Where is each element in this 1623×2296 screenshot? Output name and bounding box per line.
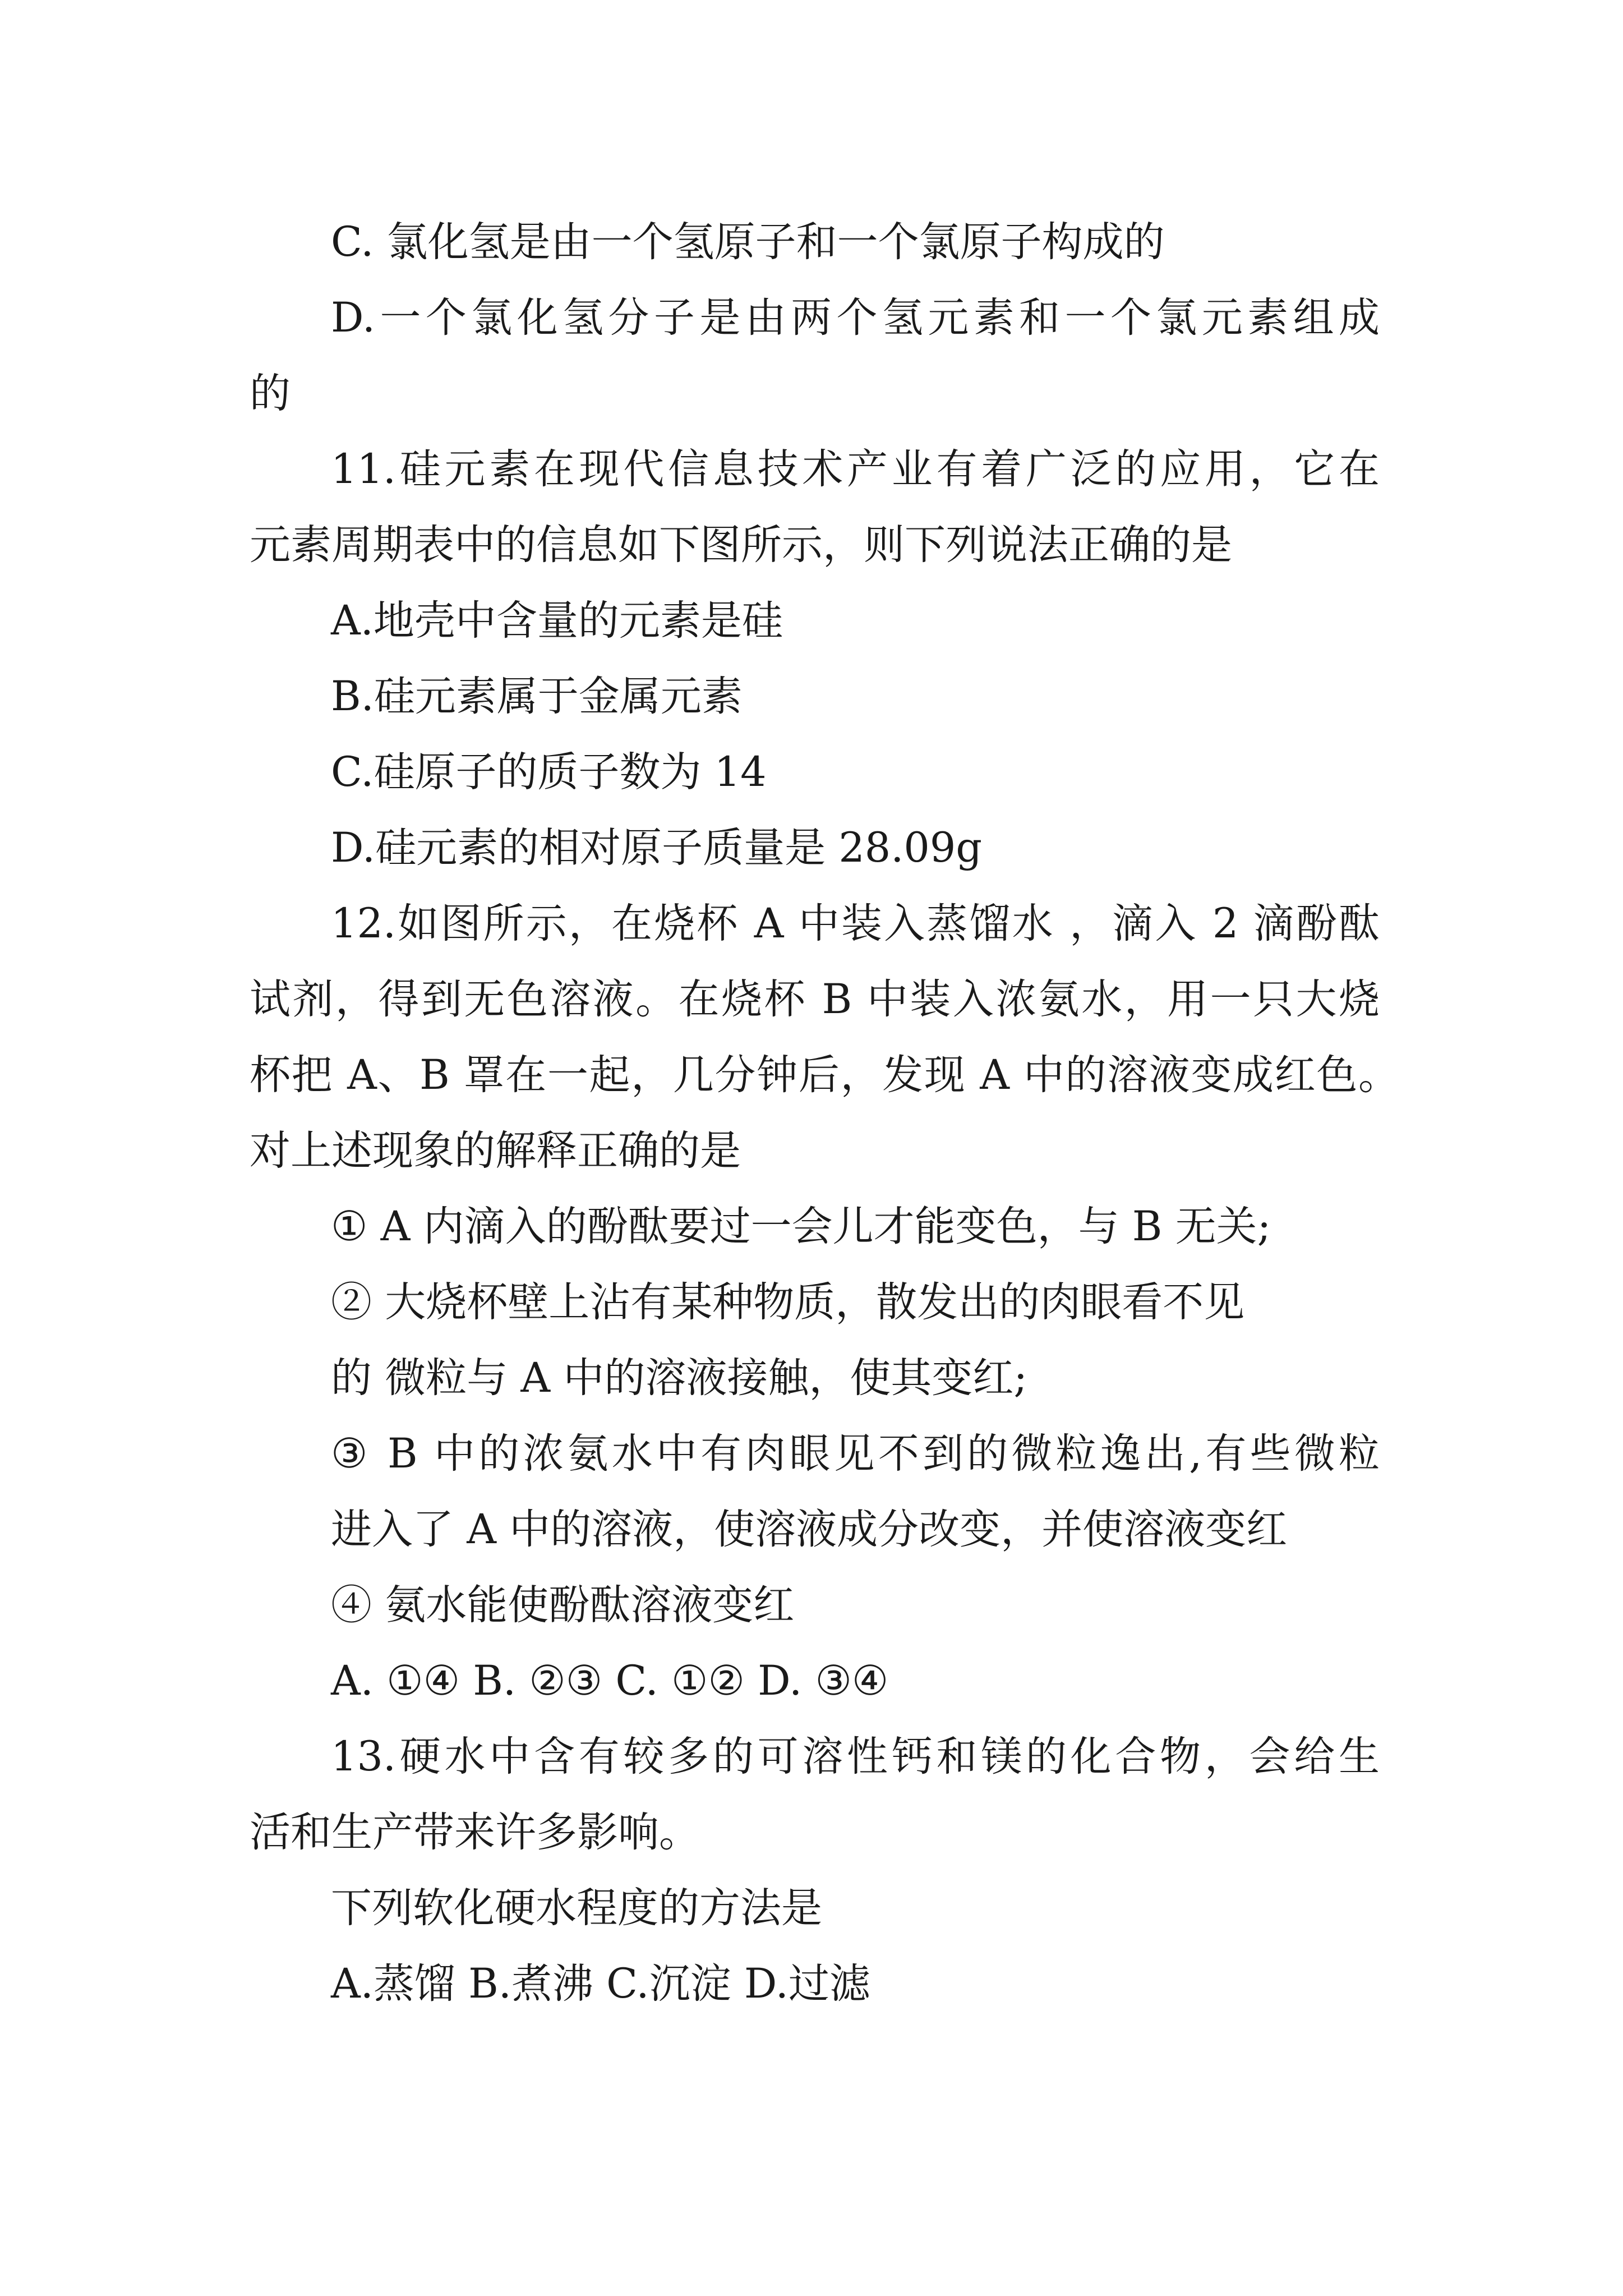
question-12-statement-3-continued: 进入了 A 中的溶液，使溶液成分改变，并使溶液变红 [331,1506,1288,1553]
question-11-stem: 11.硅元素在现代信息技术产业有着广泛的应用，它在 [331,445,1380,493]
question-12-statement-2: ② 大烧杯壁上沾有某种物质，散发出的肉眼看不见 [331,1278,1245,1326]
question-12-options: A. ①④ B. ②③ C. ①② D. ③④ [331,1657,889,1705]
question-13-stem-continued: 活和生产带来许多影响。 [250,1809,700,1856]
question-12-statement-2-continued: 的 微粒与 A 中的溶液接触，使其变红; [331,1354,1027,1402]
option-d-q10-continued: 的 [250,370,291,417]
option-d-q10: D.一个氯化氢分子是由两个氢元素和一个氯元素组成 [331,294,1380,342]
question-11-option-a: A.地壳中含量的元素是硅 [331,597,783,645]
question-11-option-d: D.硅元素的相对原子质量是 28.09g [331,824,983,872]
question-13-stem: 13.硬水中含有较多的可溶性钙和镁的化合物，会给生 [331,1733,1380,1780]
question-11-option-c: C.硅原子的质子数为 14 [331,748,767,796]
question-12-statement-1: ① A 内滴入的酚酞要过一会儿才能变色，与 B 无关; [331,1203,1271,1250]
question-13-options: A.蒸馏 B.煮沸 C.沉淀 D.过滤 [331,1960,870,2008]
question-12-stem-line-3: 杯把 A、B 罩在一起，几分钟后，发现 A 中的溶液变成红色。 [250,1051,1399,1099]
question-12-stem-line-2: 试剂，得到无色溶液。在烧杯 B 中装入浓氨水，用一只大烧 [250,976,1380,1023]
question-13-prompt: 下列软化硬水程度的方法是 [331,1884,822,1932]
question-11-stem-continued: 元素周期表中的信息如下图所示，则下列说法正确的是 [250,521,1232,569]
question-12-statement-3: ③ B 中的浓氨水中有肉眼见不到的微粒逸出,有些微粒 [331,1430,1380,1478]
question-11-option-b: B.硅元素属于金属元素 [331,673,743,720]
question-12-statement-4: ④ 氨水能使酚酞溶液变红 [331,1581,795,1629]
question-12-stem-line-4: 对上述现象的解释正确的是 [250,1127,741,1175]
question-12-stem: 12.如图所示，在烧杯 A 中装入蒸馏水 ，滴入 2 滴酚酞 [331,900,1380,947]
option-c-q10: C. 氯化氢是由一个氢原子和一个氯原子构成的 [331,218,1165,266]
